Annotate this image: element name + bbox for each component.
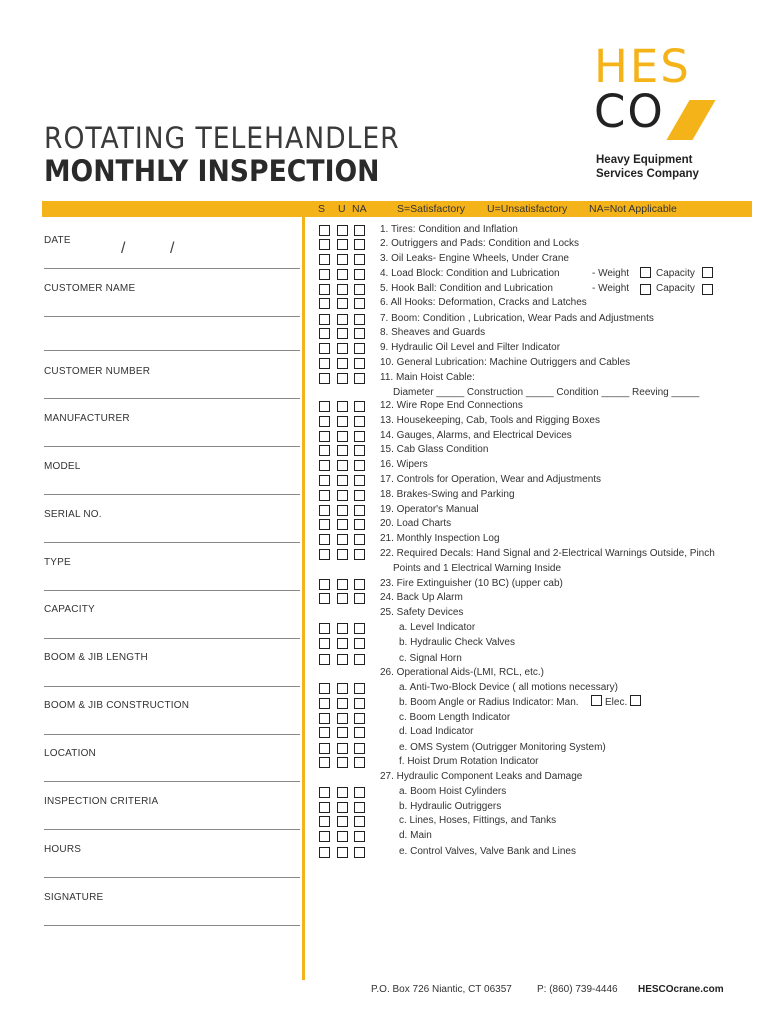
customer-name-label: CUSTOMER NAME [44, 283, 136, 294]
unsatisfactory-checkbox[interactable] [337, 225, 348, 236]
checklist-item-label: 4. Load Block: Condition and Lubrication [380, 268, 560, 279]
not-applicable-checkbox[interactable] [354, 298, 365, 309]
checklist-item-label: 2. Outriggers and Pads: Condition and Locks [380, 238, 580, 249]
satisfactory-checkbox[interactable] [319, 743, 330, 754]
satisfactory-checkbox[interactable] [319, 460, 330, 471]
unsatisfactory-checkbox[interactable] [337, 445, 348, 456]
legend-not-applicable: NA=Not Applicable [589, 203, 677, 215]
serial-no-field[interactable] [44, 542, 300, 543]
capacity-option-label: Capacity [656, 268, 695, 279]
not-applicable-checkbox[interactable] [354, 802, 365, 813]
satisfactory-checkbox[interactable] [319, 490, 330, 501]
logo-tagline-1: Heavy Equipment [596, 154, 693, 166]
date-separator: / [121, 240, 126, 257]
not-applicable-checkbox[interactable] [354, 490, 365, 501]
not-applicable-checkbox[interactable] [354, 549, 365, 560]
checklist-item-label: 20. Load Charts [380, 518, 452, 529]
unsatisfactory-checkbox[interactable] [337, 743, 348, 754]
unsatisfactory-checkbox[interactable] [337, 534, 348, 545]
satisfactory-checkbox[interactable] [319, 757, 330, 768]
not-applicable-checkbox[interactable] [354, 431, 365, 442]
unsatisfactory-checkbox[interactable] [337, 475, 348, 486]
satisfactory-checkbox[interactable] [319, 445, 330, 456]
capacity-checkbox[interactable] [702, 284, 713, 295]
checklist-item-label: 3. Oil Leaks- Engine Wheels, Under Crane [380, 253, 569, 264]
satisfactory-checkbox[interactable] [319, 549, 330, 560]
legend-satisfactory: S=Satisfactory [397, 203, 465, 215]
unsatisfactory-checkbox[interactable] [337, 505, 348, 516]
checklist-item-label: 27. Hydraulic Component Leaks and Damage [380, 771, 583, 782]
checklist-item-label: 26. Operational Aids-(LMI, RCL, etc.) [380, 667, 544, 678]
checklist-item-label: 11. Main Hoist Cable: [380, 372, 475, 383]
type-field[interactable] [44, 590, 300, 591]
boom-jib-length-label: BOOM & JIB LENGTH [44, 652, 148, 663]
checklist-item-label: a. Anti-Two-Block Device ( all motions necessary) [399, 682, 618, 693]
checklist-item-label: 9. Hydraulic Oil Level and Filter Indicator [380, 342, 561, 353]
unsatisfactory-checkbox[interactable] [337, 638, 348, 649]
not-applicable-checkbox[interactable] [354, 401, 365, 412]
not-applicable-checkbox[interactable] [354, 787, 365, 798]
logo-tagline-2: Services Company [596, 168, 699, 180]
checklist-item-label: 5. Hook Ball: Condition and Lubrication [380, 283, 553, 294]
unsatisfactory-checkbox[interactable] [337, 757, 348, 768]
checklist-item-label: b. Boom Angle or Radius Indicator: Man. [399, 697, 579, 708]
unsatisfactory-checkbox[interactable] [337, 298, 348, 309]
location-field[interactable] [44, 781, 300, 782]
satisfactory-checkbox[interactable] [319, 254, 330, 265]
customer-number-field[interactable] [44, 398, 300, 399]
unsatisfactory-checkbox[interactable] [337, 683, 348, 694]
date-label: DATE [44, 235, 71, 246]
logo-slash-icon [666, 100, 715, 140]
satisfactory-checkbox[interactable] [319, 431, 330, 442]
unsatisfactory-checkbox[interactable] [337, 654, 348, 665]
unsatisfactory-checkbox[interactable] [337, 713, 348, 724]
unsatisfactory-checkbox[interactable] [337, 490, 348, 501]
unsatisfactory-checkbox[interactable] [337, 431, 348, 442]
checklist-item-label: b. Hydraulic Outriggers [399, 801, 502, 812]
not-applicable-checkbox[interactable] [354, 239, 365, 250]
elec-checkbox[interactable] [630, 695, 641, 706]
satisfactory-checkbox[interactable] [319, 416, 330, 427]
not-applicable-checkbox[interactable] [354, 254, 365, 265]
satisfactory-checkbox[interactable] [319, 373, 330, 384]
checklist-item-label: 14. Gauges, Alarms, and Electrical Devices [380, 430, 572, 441]
satisfactory-checkbox[interactable] [319, 505, 330, 516]
satisfactory-checkbox[interactable] [319, 269, 330, 280]
not-applicable-checkbox[interactable] [354, 654, 365, 665]
checklist-item-label: 15. Cab Glass Condition [380, 444, 489, 455]
footer-phone: P: (860) 739-4446 [537, 984, 618, 995]
manufacturer-label: MANUFACTURER [44, 413, 130, 424]
satisfactory-checkbox[interactable] [319, 683, 330, 694]
satisfactory-checkbox[interactable] [319, 698, 330, 709]
elec-label: Elec. [605, 697, 628, 708]
hours-label: HOURS [44, 844, 82, 855]
satisfactory-checkbox[interactable] [319, 713, 330, 724]
checklist-item-label: 22. Required Decals: Hand Signal and 2-Electrical Warnings Outside, Pinch [380, 548, 715, 559]
checklist-item-label: d. Main [399, 830, 432, 841]
footer-address: P.O. Box 726 Niantic, CT 06357 [371, 984, 512, 995]
weight-checkbox[interactable] [640, 284, 651, 295]
unsatisfactory-checkbox[interactable] [337, 239, 348, 250]
checklist-item-label: 25. Safety Devices [380, 607, 464, 618]
unsatisfactory-checkbox[interactable] [337, 816, 348, 827]
unsatisfactory-checkbox[interactable] [337, 343, 348, 354]
not-applicable-checkbox[interactable] [354, 358, 365, 369]
checklist-item-label: e. OMS System (Outrigger Monitoring System) [399, 742, 606, 753]
satisfactory-checkbox[interactable] [319, 314, 330, 325]
satisfactory-checkbox[interactable] [319, 239, 330, 250]
satisfactory-checkbox[interactable] [319, 475, 330, 486]
inspection-criteria-label: INSPECTION CRITERIA [44, 796, 159, 807]
capacity-field[interactable] [44, 638, 300, 639]
not-applicable-checkbox[interactable] [354, 328, 365, 339]
manufacturer-field[interactable] [44, 446, 300, 447]
weight-label: - Weight [592, 268, 630, 279]
unsatisfactory-checkbox[interactable] [337, 847, 348, 858]
type-label: TYPE [44, 557, 71, 568]
checklist-item-label: a. Level Indicator [399, 622, 476, 633]
satisfactory-checkbox[interactable] [319, 298, 330, 309]
satisfactory-checkbox[interactable] [319, 343, 330, 354]
satisfactory-checkbox[interactable] [319, 284, 330, 295]
satisfactory-checkbox[interactable] [319, 623, 330, 634]
checklist-item-label: 18. Brakes-Swing and Parking [380, 489, 515, 500]
date-field[interactable] [44, 268, 300, 269]
legend-unsatisfactory: U=Unsatisfactory [487, 203, 568, 215]
satisfactory-checkbox[interactable] [319, 654, 330, 665]
checklist-item-label: Points and 1 Electrical Warning Inside [393, 563, 562, 574]
unsatisfactory-checkbox[interactable] [337, 314, 348, 325]
boom-jib-construction-label: BOOM & JIB CONSTRUCTION [44, 700, 190, 711]
checklist-item-label: d. Load Indicator [399, 726, 474, 737]
not-applicable-checkbox[interactable] [354, 757, 365, 768]
unsatisfactory-checkbox[interactable] [337, 593, 348, 604]
unsatisfactory-checkbox[interactable] [337, 519, 348, 530]
not-applicable-checkbox[interactable] [354, 343, 365, 354]
legend-u: U [338, 203, 346, 215]
checklist-item-label: 24. Back Up Alarm [380, 592, 463, 603]
weight-label: - Weight [592, 283, 630, 294]
satisfactory-checkbox[interactable] [319, 534, 330, 545]
signature-field[interactable] [44, 925, 300, 926]
not-applicable-checkbox[interactable] [354, 743, 365, 754]
satisfactory-checkbox[interactable] [319, 727, 330, 738]
checklist-item-label: 8. Sheaves and Guards [380, 327, 486, 338]
hesco-logo: HES CO Heavy Equipment Services Company [594, 44, 734, 184]
boom-jib-length-field[interactable] [44, 686, 300, 687]
legend-s: S [318, 203, 326, 215]
not-applicable-checkbox[interactable] [354, 579, 365, 590]
customer-name-field[interactable] [44, 316, 300, 317]
checklist-item-label: c. Boom Length Indicator [399, 712, 511, 723]
unsatisfactory-checkbox[interactable] [337, 416, 348, 427]
form-subtitle: MONTHLY INSPECTION [44, 154, 380, 188]
satisfactory-checkbox[interactable] [319, 225, 330, 236]
not-applicable-checkbox[interactable] [354, 475, 365, 486]
legend-na: NA [352, 203, 367, 215]
capacity-checkbox[interactable] [702, 267, 713, 278]
unsatisfactory-checkbox[interactable] [337, 579, 348, 590]
satisfactory-checkbox[interactable] [319, 401, 330, 412]
not-applicable-checkbox[interactable] [354, 698, 365, 709]
satisfactory-checkbox[interactable] [319, 358, 330, 369]
unsatisfactory-checkbox[interactable] [337, 284, 348, 295]
checklist-item-label: 19. Operator's Manual [380, 504, 479, 515]
model-label: MODEL [44, 461, 81, 472]
unsatisfactory-checkbox[interactable] [337, 802, 348, 813]
checklist-item-label: 6. All Hooks: Deformation, Cracks and Latches [380, 297, 587, 308]
capacity-option-label: Capacity [656, 283, 695, 294]
date-separator: / [170, 240, 175, 257]
capacity-label: CAPACITY [44, 604, 95, 615]
unsatisfactory-checkbox[interactable] [337, 727, 348, 738]
not-applicable-checkbox[interactable] [354, 593, 365, 604]
satisfactory-checkbox[interactable] [319, 579, 330, 590]
checklist-item-label: 23. Fire Extinguisher (10 BC) (upper cab) [380, 578, 563, 589]
not-applicable-checkbox[interactable] [354, 623, 365, 634]
checklist-item-label: f. Hoist Drum Rotation Indicator [399, 756, 539, 767]
checklist-item-label: a. Boom Hoist Cylinders [399, 786, 507, 797]
checklist-item-label: 7. Boom: Condition , Lubrication, Wear Pads and Adjustments [380, 313, 654, 324]
satisfactory-checkbox[interactable] [319, 816, 330, 827]
not-applicable-checkbox[interactable] [354, 519, 365, 530]
checklist-item-label: 1. Tires: Condition and Inflation [380, 224, 518, 235]
unsatisfactory-checkbox[interactable] [337, 269, 348, 280]
checklist-item-label: 12. Wire Rope End Connections [380, 400, 523, 411]
checklist-item-label: b. Hydraulic Check Valves [399, 637, 515, 648]
location-label: LOCATION [44, 748, 96, 759]
not-applicable-checkbox[interactable] [354, 460, 365, 471]
not-applicable-checkbox[interactable] [354, 225, 365, 236]
satisfactory-checkbox[interactable] [319, 638, 330, 649]
checklist-item-label: 16. Wipers [380, 459, 428, 470]
weight-checkbox[interactable] [640, 267, 651, 278]
unsatisfactory-checkbox[interactable] [337, 549, 348, 560]
not-applicable-checkbox[interactable] [354, 713, 365, 724]
unsatisfactory-checkbox[interactable] [337, 358, 348, 369]
hours-field[interactable] [44, 877, 300, 878]
customer-name-field-2[interactable] [44, 350, 300, 351]
not-applicable-checkbox[interactable] [354, 314, 365, 325]
checklist-item-label: 21. Monthly Inspection Log [380, 533, 500, 544]
not-applicable-checkbox[interactable] [354, 831, 365, 842]
not-applicable-checkbox[interactable] [354, 284, 365, 295]
footer-website[interactable]: HESCOcrane.com [638, 984, 724, 995]
model-field[interactable] [44, 494, 300, 495]
satisfactory-checkbox[interactable] [319, 328, 330, 339]
satisfactory-checkbox[interactable] [319, 802, 330, 813]
unsatisfactory-checkbox[interactable] [337, 831, 348, 842]
satisfactory-checkbox[interactable] [319, 831, 330, 842]
not-applicable-checkbox[interactable] [354, 816, 365, 827]
checklist-item-label: 13. Housekeeping, Cab, Tools and Rigging Boxes [380, 415, 600, 426]
not-applicable-checkbox[interactable] [354, 727, 365, 738]
satisfactory-checkbox[interactable] [319, 787, 330, 798]
satisfactory-checkbox[interactable] [319, 847, 330, 858]
not-applicable-checkbox[interactable] [354, 269, 365, 280]
checklist-item-label: 17. Controls for Operation, Wear and Adjustments [380, 474, 602, 485]
form-title: ROTATING TELEHANDLER [44, 121, 400, 155]
unsatisfactory-checkbox[interactable] [337, 787, 348, 798]
checklist-item-label: c. Lines, Hoses, Fittings, and Tanks [399, 815, 557, 826]
customer-number-label: CUSTOMER NUMBER [44, 366, 151, 377]
checklist-item-label: 10. General Lubrication: Machine Outriggers and Cables [380, 357, 631, 368]
unsatisfactory-checkbox[interactable] [337, 401, 348, 412]
not-applicable-checkbox[interactable] [354, 638, 365, 649]
signature-label: SIGNATURE [44, 892, 104, 903]
inspection-criteria-field[interactable] [44, 829, 300, 830]
not-applicable-checkbox[interactable] [354, 445, 365, 456]
not-applicable-checkbox[interactable] [354, 505, 365, 516]
serial-no-label: SERIAL NO. [44, 509, 102, 520]
unsatisfactory-checkbox[interactable] [337, 254, 348, 265]
satisfactory-checkbox[interactable] [319, 519, 330, 530]
checklist-item-label: c. Signal Horn [399, 653, 462, 664]
unsatisfactory-checkbox[interactable] [337, 698, 348, 709]
unsatisfactory-checkbox[interactable] [337, 373, 348, 384]
manual-checkbox[interactable] [591, 695, 602, 706]
checklist-item-label: Diameter _____ Construction _____ Condition _____ Reeving _____ [393, 387, 700, 398]
unsatisfactory-checkbox[interactable] [337, 328, 348, 339]
not-applicable-checkbox[interactable] [354, 373, 365, 384]
satisfactory-checkbox[interactable] [319, 593, 330, 604]
unsatisfactory-checkbox[interactable] [337, 460, 348, 471]
unsatisfactory-checkbox[interactable] [337, 623, 348, 634]
not-applicable-checkbox[interactable] [354, 416, 365, 427]
not-applicable-checkbox[interactable] [354, 847, 365, 858]
checklist-item-label: e. Control Valves, Valve Bank and Lines [399, 846, 576, 857]
boom-jib-construction-field[interactable] [44, 734, 300, 735]
not-applicable-checkbox[interactable] [354, 683, 365, 694]
column-divider [302, 217, 305, 980]
not-applicable-checkbox[interactable] [354, 534, 365, 545]
